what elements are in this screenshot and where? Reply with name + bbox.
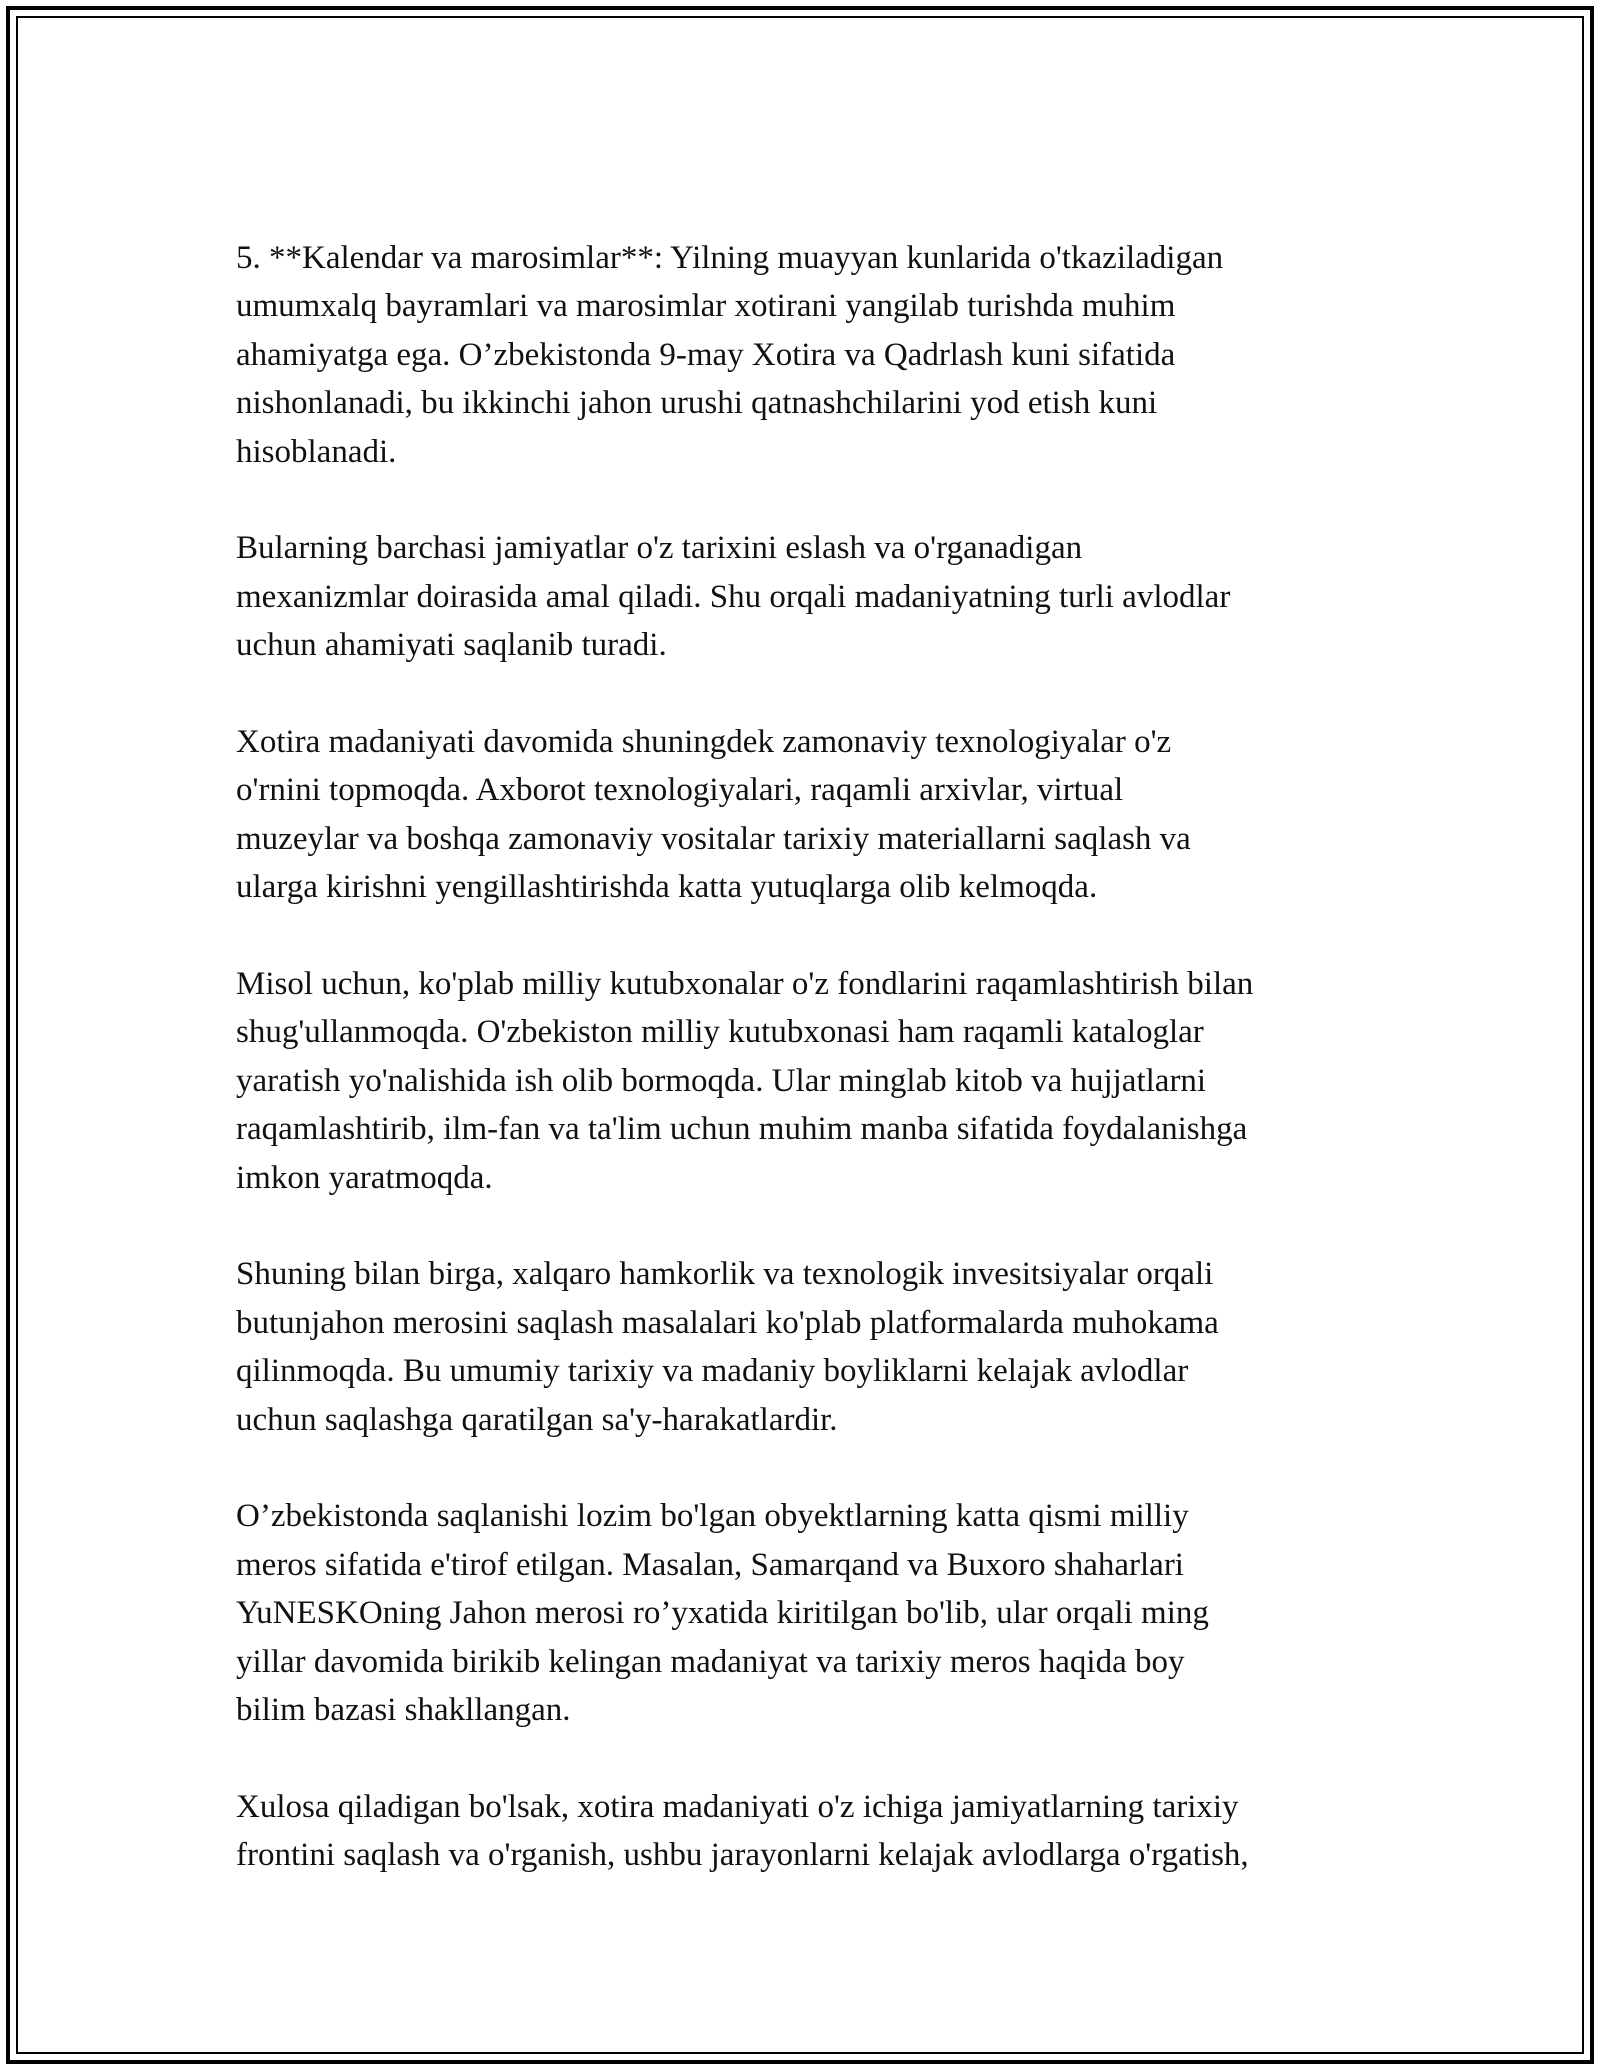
paragraph-calendar-ceremonies: 5. **Kalendar va marosimlar**: Yilning muayyan kunlarida o'tkaziladigan umumxalq bayramlari va marosimlar xotirani yangilab turishda muhim ahamiyatga ega. O’zbekistonda 9-may Xotira va Qadrlash kuni sifatida nishonlanadi, bu ikkinchi jahon urushi qatnashchilarini yod etish kuni hisoblanadi. bbox=[236, 240, 1224, 470]
paragraph-national-heritage: O’zbekistonda saqlanishi lozim bo'lgan obyektlarning katta qismi milliy meros sifatida e'tirof etilgan. Masalan, Samarqand va Buxoro shaharlari YuNESKOning Jahon merosi ro’yxatida kiritilgan bo'lib, ular orqali ming yillar davomida birikib kelingan madaniyat va tarixiy meros haqida boy bilim bazasi shakllangan. bbox=[236, 1498, 1209, 1729]
paragraph-international-cooperation: Shuning bilan birga, xalqaro hamkorlik va texnologik invesitsiyalar orqali butunjahon merosini saqlash masalalari ko'plab platformalarda muhokama qilinmoqda. Bu umumiy tarixiy va madaniy boyliklarni kelajak avlodlar uchun saqlashga qaratilgan sa'y-harakatlardir. bbox=[236, 1256, 1219, 1438]
paragraph-modern-technologies: Xotira madaniyati davomida shuningdek zamonaviy texnologiyalar o'z o'rnini topmoqda. Axborot texnologiyalari, raqamli arxivlar, virtual muzeylar va boshqa zamonaviy vositalar tarixiy materiallarni saqlash va ularga kirishni yengillashtirishda katta yutuqlarga olib kelmoqda. bbox=[236, 724, 1191, 906]
document-body bbox=[236, 234, 1376, 1928]
paragraph-remembrance-mechanisms: Bularning barchasi jamiyatlar o'z tarixini eslash va o'rganadigan mexanizmlar doirasida amal qiladi. Shu orqali madaniyatning turli avlodlar uchun ahamiyati saqlanib turadi. bbox=[236, 530, 1231, 664]
paragraph-conclusion: Xulosa qiladigan bo'lsak, xotira madaniyati o'z ichiga jamiyatlarning tarixiy frontini saqlash va o'rganish, ushbu jarayonlarni kelajak avlodlarga o'rgatish, bbox=[236, 1788, 1249, 1874]
paragraph-national-libraries: Misol uchun, ko'plab milliy kutubxonalar o'z fondlarini raqamlashtirish bilan shug'ullanmoqda. O'zbekiston milliy kutubxonasi ham raqamli kataloglar yaratish yo'nalishida ish olib bormoqda. Ular minglab kitob va hujjatlarni raqamlashtirib, ilm-fan va ta'lim uchun muhim manba sifatida foydalanishga imkon yaratmoqda. bbox=[236, 966, 1254, 1196]
